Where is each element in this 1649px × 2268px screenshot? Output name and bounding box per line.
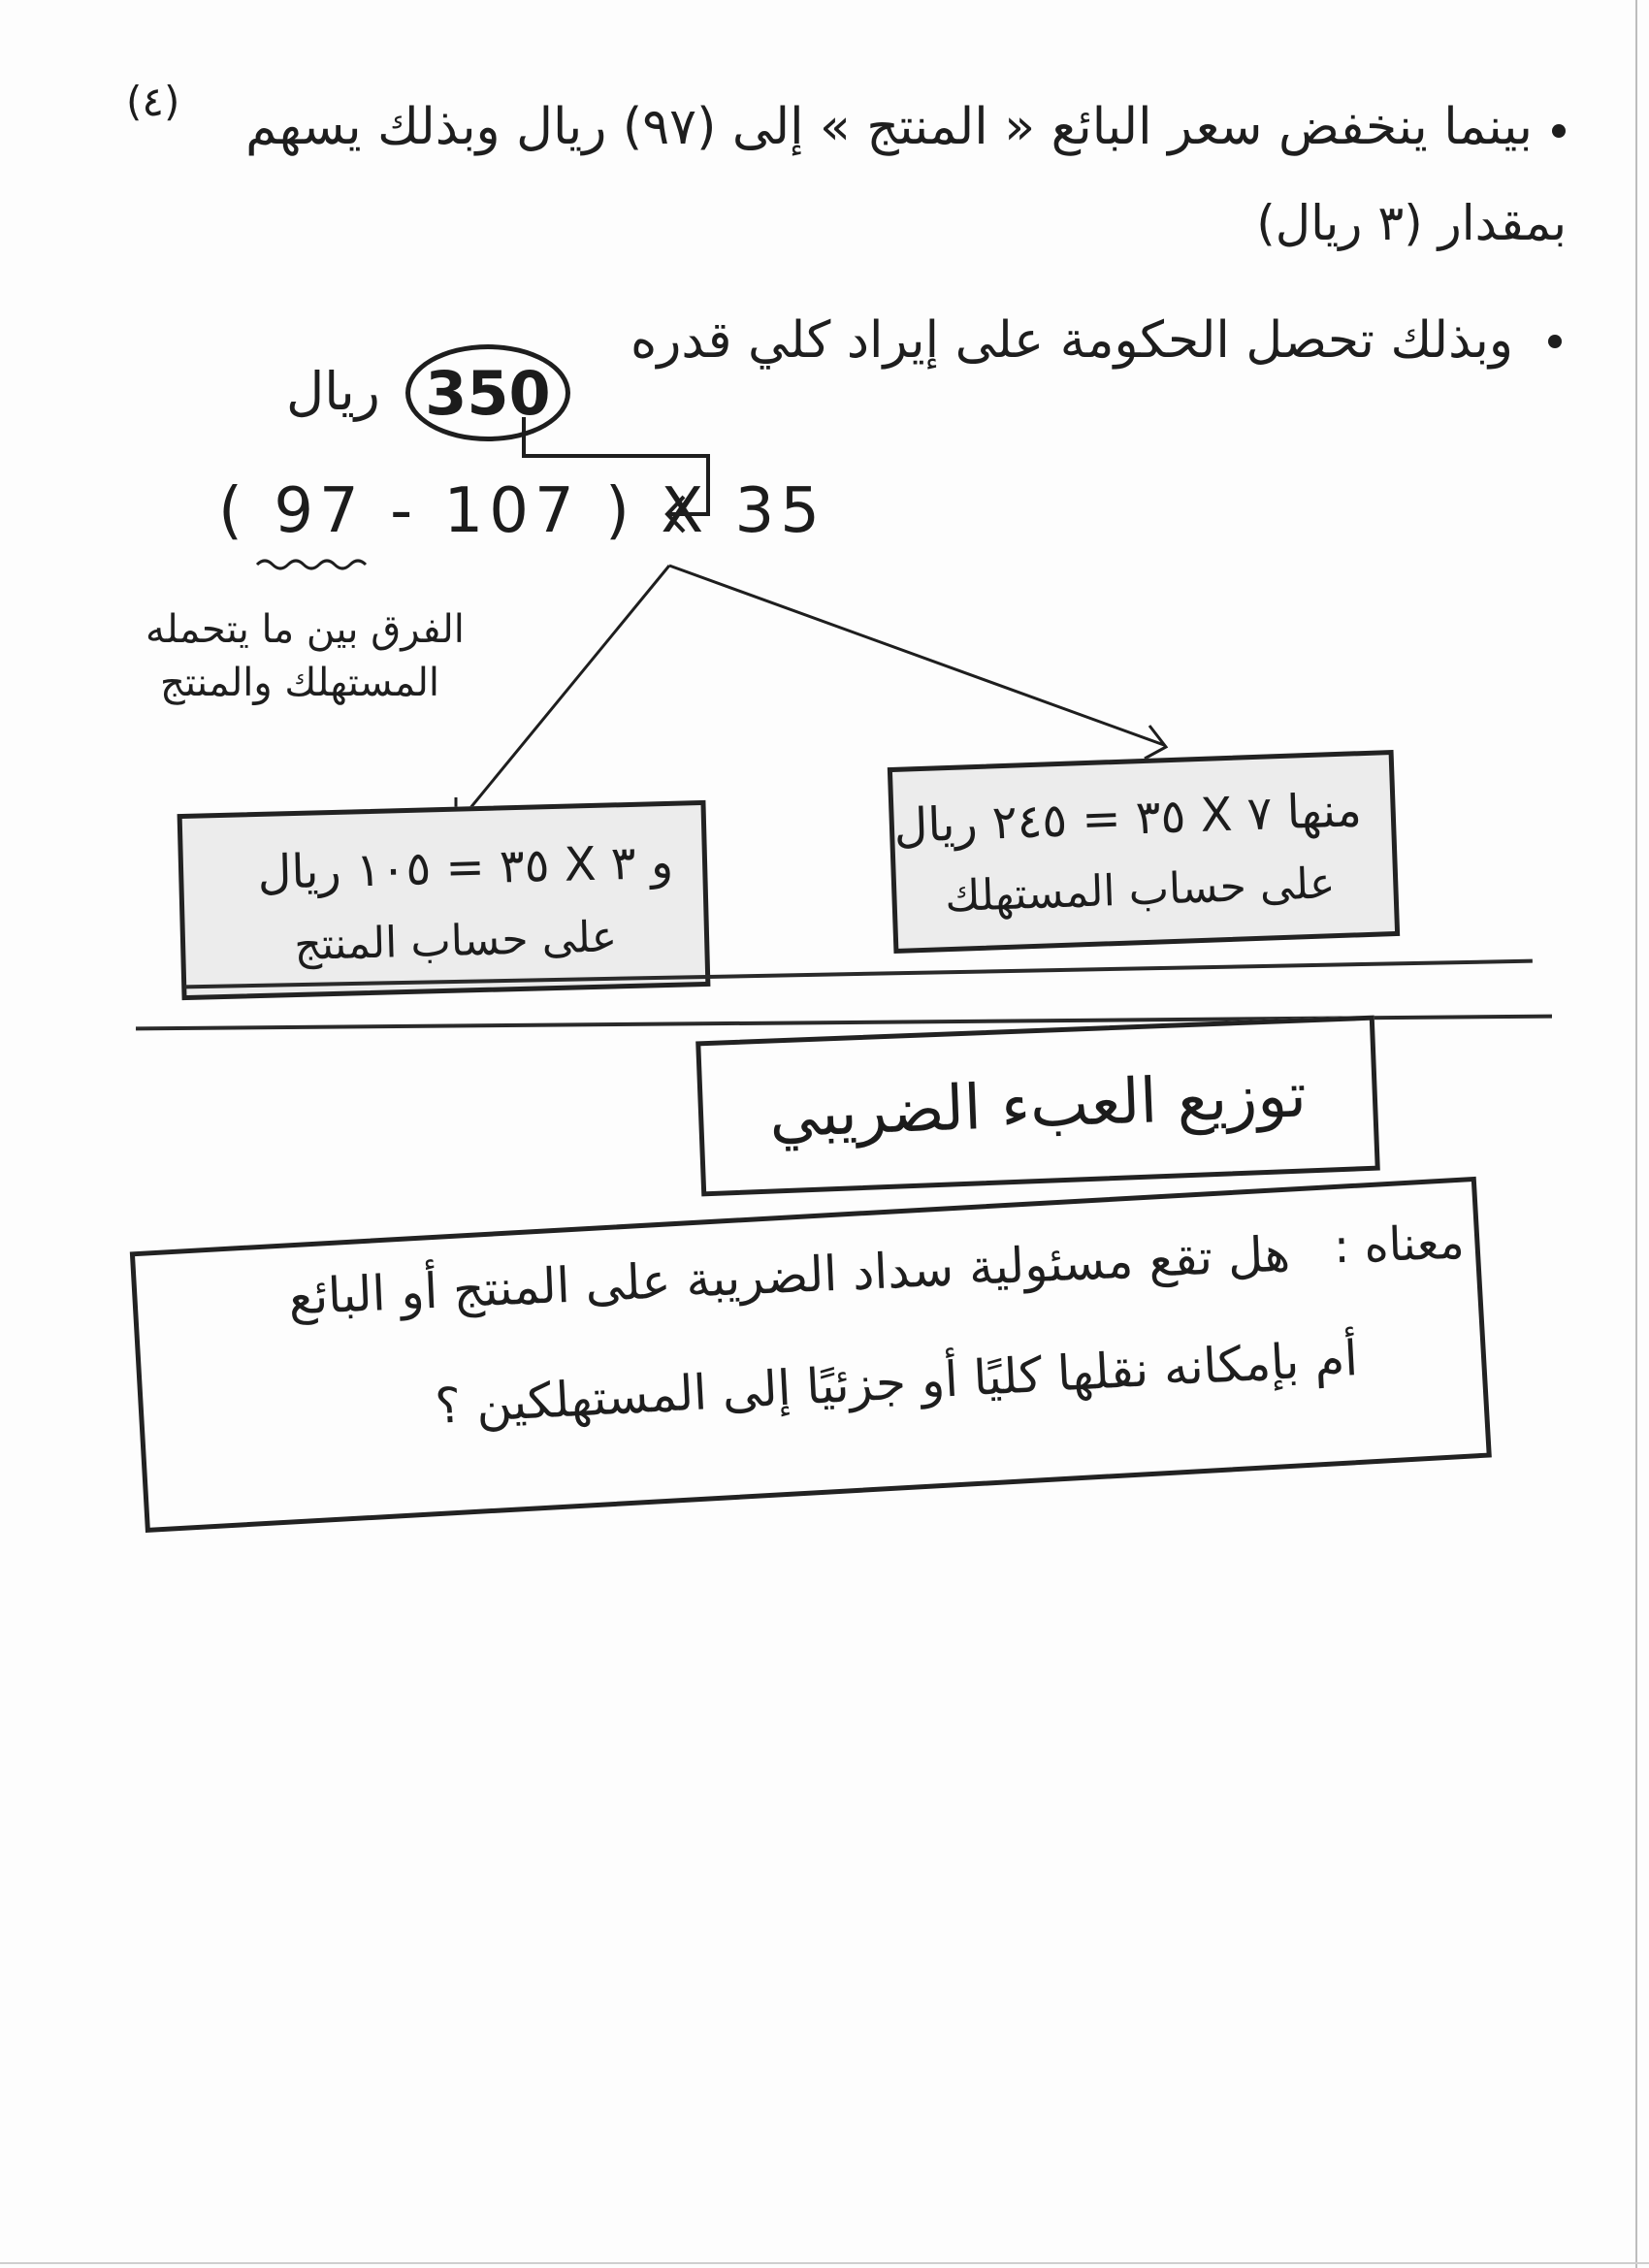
bullet-2-text: وبذلك تحصل الحكومة على إيراد كلي قدره — [630, 311, 1513, 370]
producer-equation-line — [257, 835, 674, 900]
meaning-question-line-2: أم بإمكانه نقلها كليًا أو جزئيًا إلى المستهلكين ؟ — [433, 1330, 1359, 1435]
producer-share-box — [178, 800, 711, 1000]
tax-formula: ( 97 - 107 ) X 35 — [218, 475, 825, 547]
consumer-equation: ٧ X ٣٥ = ٢٤٥ ريال — [892, 786, 1274, 854]
consumer-equation-line — [893, 783, 1363, 854]
section-title: توزيع العبء الضريبي — [767, 1059, 1309, 1152]
meaning-question-line-1: هل تقع مسئولية سداد الضريبة على المنتج أو البائع — [286, 1225, 1291, 1326]
meaning-label: معناه : — [1333, 1215, 1466, 1275]
consumer-share-box — [888, 750, 1400, 954]
currency-label: ريال — [286, 361, 380, 422]
page-number: (٤) — [126, 78, 180, 125]
producer-prefix: و — [650, 834, 674, 891]
arrow-to-producer — [461, 566, 669, 820]
consumer-label: على حساب المستهلك — [944, 859, 1337, 923]
difference-note-line-1: الفرق بين ما يتحمله — [146, 607, 465, 652]
bullet-1-line-1: بينما ينخفض سعر البائع « المنتج » إلى (٩٧) ريال وبذلك يسهم — [245, 98, 1533, 156]
arrow-to-consumer — [669, 566, 1164, 745]
consumer-prefix: منها — [1285, 783, 1363, 840]
section-title-box — [695, 1016, 1380, 1197]
bullet-1-line-2: بمقدار (٣ ريال) — [1256, 195, 1567, 251]
producer-label: على حساب المنتج — [293, 912, 618, 971]
squiggle-underline — [257, 561, 366, 568]
producer-equation: ٣ X ٣٥ = ١٠٥ ريال — [256, 835, 637, 901]
difference-note-line-2: المستهلك والمنتج — [160, 661, 439, 705]
circled-value: 350 — [425, 357, 551, 429]
